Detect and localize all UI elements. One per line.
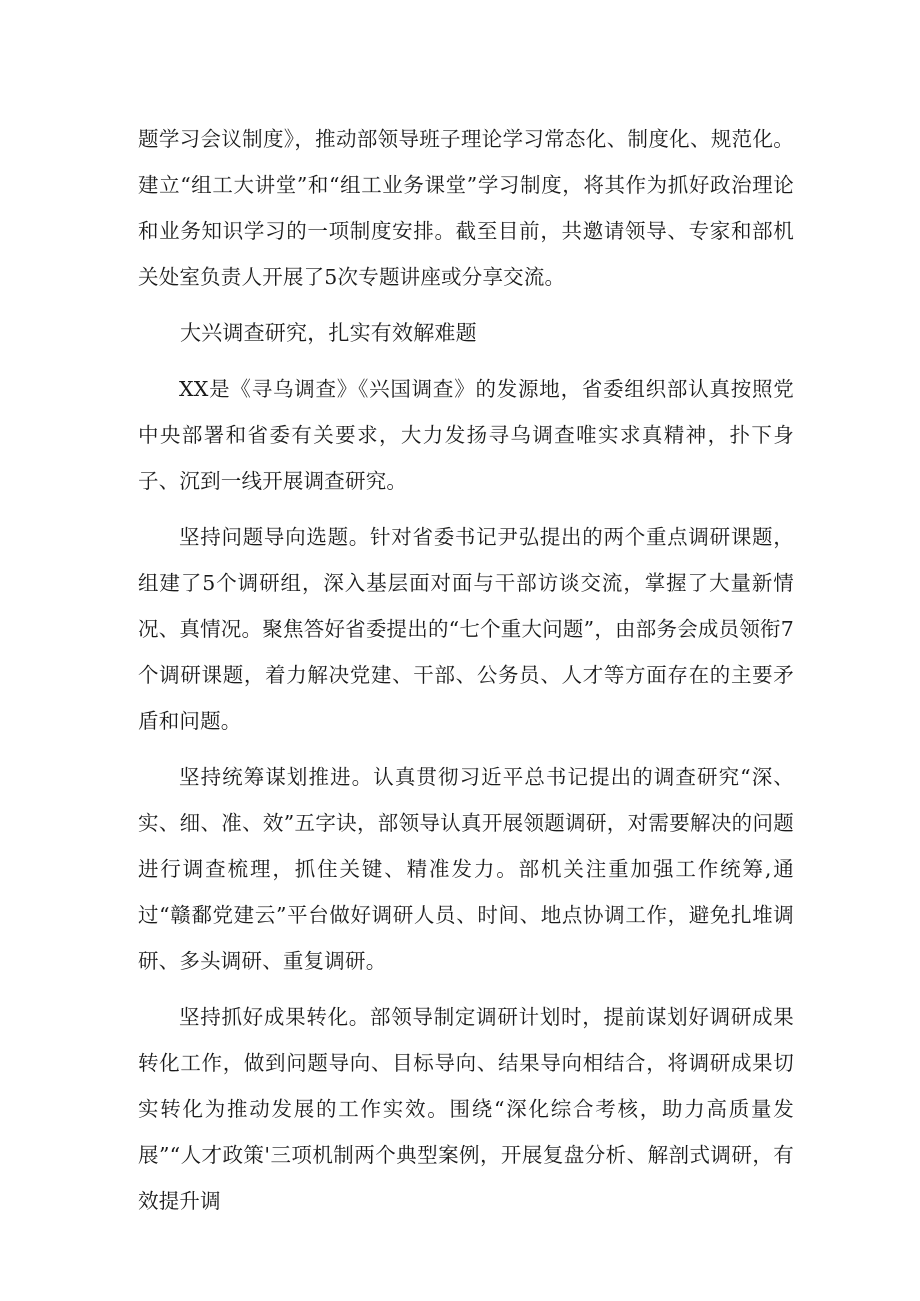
paragraph-xunwu-origin: XX是《寻乌调查》《兴国调查》的发源地，省委组织部认真按照党中央部署和省委有关要求，大力发扬寻乌调查唯实求真精神，扑下身子、沉到一线开展调查研究。: [138, 377, 794, 493]
paragraph-overall-planning: 坚持统筹谋划推进。认真贯彻习近平总书记提出的调查研究“深、实、细、准、效”五字诀，部领导认真开展领题调研，对需要解决的问题进行调查梳理，抓住关键、精准发力。部机关注重加强工作统筹,通过“赣鄱党建云”平台做好调研人员、时间、地点协调工作，避免扎堆调研、多头调研、重复调研。: [138, 765, 794, 973]
section-heading-research: 大兴调查研究，扎实有效解难题: [180, 321, 477, 345]
paragraph-study-system: 题学习会议制度》，推动部领导班子理论学习常态化、制度化、规范化。建立“组工大讲堂”和“组工业务课堂”学习制度，将其作为抓好政治理论和业务知识学习的一项制度安排。截至目前，共邀请领导、专家和部机关处室负责人开展了5次专题讲座或分享交流。: [138, 127, 794, 289]
paragraph-result-transformation: 坚持抓好成果转化。部领导制定调研计划时，提前谋划好调研成果转化工作，做到问题导向、目标导向、结果导向相结合，将调研成果切实转化为推动发展的工作实效。围绕“深化综合考核，助力高质量发展”“人才政策'三项机制两个典型案例，开展复盘分析、解剖式调研，有效提升调: [138, 1005, 794, 1213]
paragraph-problem-oriented: 坚持问题导向选题。针对省委书记尹弘提出的两个重点调研课题，组建了5个调研组，深入基层面对面与干部访谈交流，掌握了大量新情况、真情况。聚焦答好省委提出的“七个重大问题”，由部务会成员领衔7个调研课题，着力解决党建、干部、公务员、人才等方面存在的主要矛盾和问题。: [138, 525, 794, 733]
document-body: [138, 116, 794, 1224]
